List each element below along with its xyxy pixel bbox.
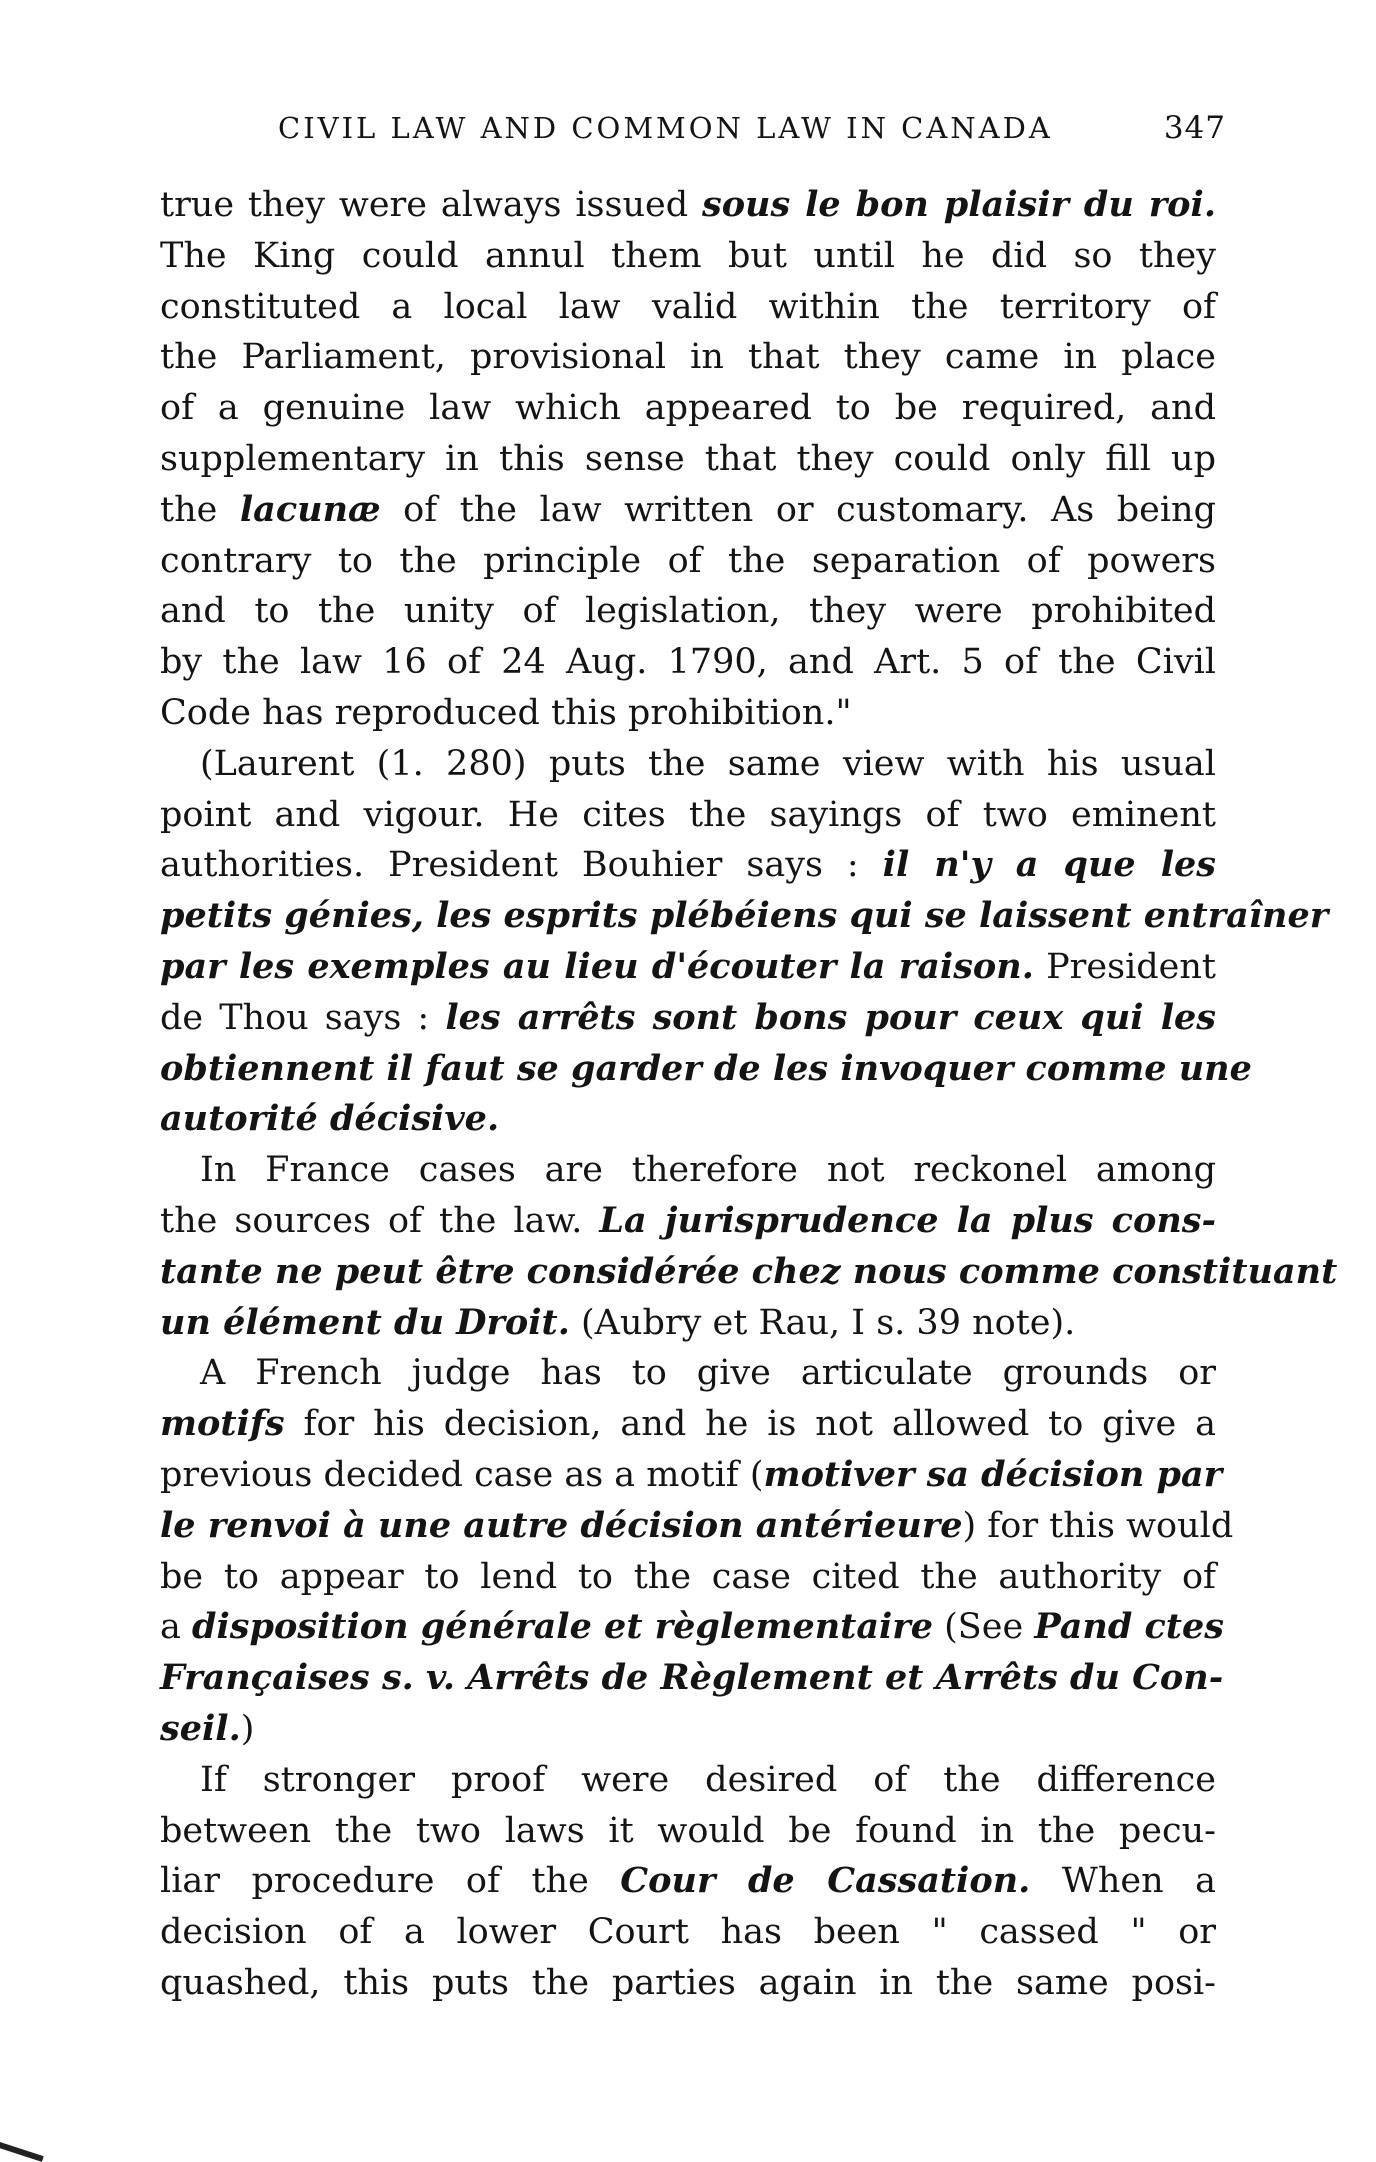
text-run: de Thou says :: [160, 997, 446, 1038]
text-line: [160, 891, 1329, 942]
italic-text: il n'y a que les: [882, 844, 1216, 886]
text-run: President: [1033, 946, 1216, 987]
text-run: When a: [1030, 1861, 1217, 1902]
page-number: 347: [1163, 110, 1226, 146]
italic-text: les arrêts sont bons pour ceux qui les: [445, 996, 1216, 1038]
text-line: [160, 1602, 1224, 1653]
text-line: [160, 840, 1216, 891]
text-line: [160, 739, 1216, 790]
scan-edge-mark: [0, 2142, 44, 2162]
text-line: [160, 1044, 1252, 1095]
text-line: [160, 1450, 1223, 1501]
italic-text: motifs: [160, 1403, 285, 1445]
italic-text: sous le bon plaisir du roi.: [701, 184, 1217, 225]
italic-text: autorité décisive.: [160, 1098, 500, 1140]
text-line: [160, 180, 1216, 231]
italic-text: un élément du Droit.: [160, 1301, 570, 1343]
text-line: [160, 1958, 1216, 2009]
text-run: the sources of the law.: [160, 1200, 600, 1241]
text-run: point and vigour. He cites the sayings of two eminent: [160, 794, 1216, 835]
text-line: [160, 1501, 1234, 1552]
text-run: Code has reproduced this prohibition.": [160, 692, 852, 733]
italic-text: Françaises s. v. Arrêts de Règlement et Arrêts du Con-: [160, 1657, 1224, 1699]
italic-text: obtiennent il faut se garder de les invoquer comme une: [160, 1047, 1252, 1089]
text-run: contrary to the principle of the separation of powers: [160, 540, 1216, 581]
italic-text: disposition générale et règlementaire: [192, 1606, 934, 1648]
italic-text: par les exemples au lieu d'écouter la raison.: [160, 945, 1034, 987]
italic-text: le renvoi à une autre décision antérieure: [160, 1504, 963, 1546]
text-line: [160, 1907, 1216, 1958]
text-run: (Aubry et Rau, I s. 39 note).: [569, 1302, 1076, 1343]
body-text: [160, 180, 1338, 2009]
text-run: the Parliament, provisional in that they came in place: [160, 337, 1216, 378]
text-line: [160, 1247, 1338, 1298]
text-line: [160, 1755, 1216, 1806]
text-line: [160, 231, 1216, 282]
text-run: liar procedure of the: [160, 1861, 621, 1902]
text-run: a: [160, 1607, 192, 1648]
text-run: The King could annul them but until he did so they: [160, 235, 1216, 276]
text-run: ): [240, 1708, 255, 1749]
text-run: supplementary in this sense that they could only fill up: [160, 438, 1216, 479]
text-line: [160, 993, 1216, 1044]
text-line: [160, 536, 1216, 587]
text-run: previous decided case as a motif (: [160, 1454, 764, 1495]
text-line: [160, 434, 1216, 485]
text-run: If stronger proof were desired of the difference: [200, 1759, 1216, 1800]
text-line: [160, 1348, 1216, 1399]
running-title: CIVIL LAW AND COMMON LAW IN CANADA: [278, 111, 1053, 145]
text-run: for his decision, and he is not allowed to give a: [284, 1404, 1216, 1445]
text-run: In France cases are therefore not reckonel among: [200, 1150, 1216, 1191]
text-line: [160, 332, 1216, 383]
text-line: [160, 1856, 1216, 1907]
text-line: [160, 1552, 1216, 1603]
text-line: [160, 1298, 1216, 1349]
text-run: A French judge has to give articulate grounds or: [200, 1353, 1216, 1394]
text-line: [160, 485, 1216, 536]
italic-text: La jurisprudence la plus cons-: [599, 1199, 1216, 1241]
text-run: (Laurent (1. 280) puts the same view with his usual: [200, 743, 1216, 784]
text-line: [160, 790, 1216, 841]
text-run: ) for this would: [962, 1505, 1234, 1546]
text-line: [160, 1145, 1216, 1196]
text-line: [160, 637, 1216, 688]
text-run: and to the unity of legislation, they were prohibited: [160, 591, 1216, 632]
text-line: [160, 383, 1216, 434]
text-line: [160, 282, 1216, 333]
italic-text: seil.: [160, 1707, 241, 1749]
text-run: authorities. President Bouhier says :: [160, 845, 883, 886]
running-header: [278, 110, 1226, 146]
italic-text: motiver sa décision par: [763, 1453, 1223, 1495]
italic-text: Cour de Cassation.: [620, 1860, 1031, 1902]
text-line: [160, 1704, 1216, 1755]
text-run: true they were always issued: [160, 185, 702, 225]
text-run: the: [160, 489, 240, 530]
text-run: decision of a lower Court has been " cassed " or: [160, 1912, 1216, 1953]
italic-text: lacunæ: [239, 488, 381, 530]
text-run: of a genuine law which appeared to be required, and: [160, 388, 1216, 429]
text-line: [160, 1399, 1216, 1450]
text-line: [160, 1094, 1216, 1145]
text-line: [160, 1653, 1224, 1704]
text-run: quashed, this puts the parties again in the same posi-: [160, 1962, 1216, 2003]
italic-text: Pand ctes: [1034, 1606, 1224, 1648]
text-run: by the law 16 of 24 Aug. 1790, and Art. 5 of the Civil: [160, 642, 1216, 683]
italic-text: tante ne peut être considérée chez nous comme constituant: [160, 1250, 1338, 1292]
text-line: [160, 586, 1216, 637]
text-line: [160, 942, 1216, 993]
text-run: of the law written or customary. As being: [380, 489, 1216, 530]
text-run: between the two laws it would be found in the pecu-: [160, 1810, 1216, 1851]
text-run: (See: [933, 1607, 1035, 1648]
text-line: [160, 1196, 1216, 1247]
text-line: [160, 1806, 1216, 1857]
italic-text: petits génies, les esprits plébéiens qui se laissent entraîner: [160, 895, 1329, 937]
text-run: constituted a local law valid within the territory of: [160, 286, 1216, 327]
text-line: [160, 688, 1216, 739]
text-run: be to appear to lend to the case cited the authority of: [160, 1556, 1216, 1597]
